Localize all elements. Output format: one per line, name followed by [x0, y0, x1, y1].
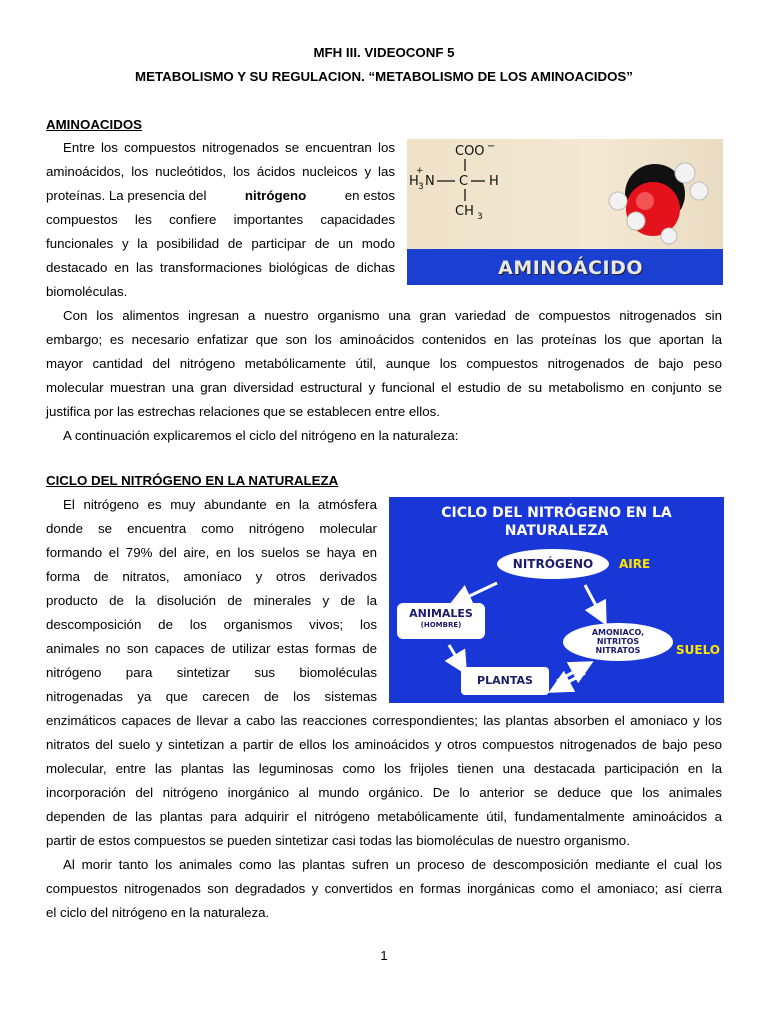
paragraph-line: mayor cantidad del nitrógeno metabólicamente útil, aunque los compuestos nitrogenados de bajo peso — [46, 356, 722, 371]
paragraph-line: molecular muestran una gran diversidad estructural y funcional el estudio de su metabolismo en conjunto se — [46, 380, 722, 395]
figure-title-line2: NATURALEZA — [504, 523, 609, 539]
svg-text:+: + — [416, 166, 424, 176]
node-suelo-compuestos — [563, 623, 673, 661]
paragraph-line: destacado en las transformaciones biológicas de dichas — [46, 260, 395, 275]
page-number: 1 — [380, 948, 388, 963]
node-nitrogeno: NITRÓGENO — [497, 549, 609, 579]
paragraph-line: Entre los compuestos nitrogenados se encuentran los — [63, 140, 395, 155]
svg-text:3: 3 — [477, 212, 483, 222]
formula-h: H — [489, 174, 499, 189]
paragraph-line: forma de nitratos, amoníaco y otros derivados — [46, 569, 377, 584]
svg-text:3: 3 — [418, 182, 424, 192]
paragraph-line: animales no son capaces de utilizar estas formas de — [46, 641, 377, 656]
aminoacid-figure — [407, 139, 723, 285]
formula-c: C — [459, 174, 469, 189]
formula-ch3: CH — [455, 204, 474, 219]
node-amoniaco: AMONIACO, — [591, 628, 645, 637]
paragraph-line: Al morir tanto los animales como las plantas sufren un proceso de descomposición mediante el cual los — [63, 857, 722, 872]
nitrogen-cycle-figure — [389, 497, 724, 703]
node-plantas: PLANTAS — [461, 667, 549, 695]
molecule-model-icon — [609, 163, 708, 244]
paragraph-line: embargo; es necesario enfatizar que son los aminoácidos contenidos en las proteínas los que aportan la — [46, 332, 722, 347]
section-heading-aminoacidos: AMINOACIDOS — [46, 117, 143, 132]
paragraph-line: molecular, entre las plantas las leguminosas como los frijoles tienen una destacada participación en la — [46, 761, 722, 776]
label-suelo: SUELO — [676, 643, 721, 657]
paragraph-line: donde se encuentra como nitrógeno molecular — [46, 521, 377, 536]
paragraph-line — [46, 188, 395, 204]
arrow-plantas-to-animales — [449, 645, 461, 665]
node-nitratos: NITRATOS — [595, 646, 641, 655]
node-nitritos: NITRITOS — [596, 637, 640, 646]
paragraph-line: dependen de las plantas para adquirir el nitrógeno metabólicamente útil, fundamentalmente aminoácidos a — [46, 809, 722, 824]
paragraph-line: partir de estos compuestos se pueden sintetizar casi todas las biomoléculas de nuestro organismo. — [46, 833, 630, 848]
paragraph-line: nitratos del suelo y sintetizan a partir de ellos los aminoácidos y otros compuestos nitrogenados de bajo peso — [46, 737, 722, 752]
node-animales-label: ANIMALES — [409, 607, 473, 620]
arrow-suelo-to-plantas — [559, 673, 585, 687]
paragraph-line: nitrogenadas ya que carecen de los sistemas — [46, 689, 377, 704]
paragraph-line: descomposición de los organismos vivos; los — [46, 617, 377, 632]
bold-term-nitrogeno: nitrógeno — [244, 188, 307, 203]
figure-caption: AMINOÁCIDO — [498, 257, 643, 279]
paragraph-line: compuestos les confiere importantes capacidades — [46, 212, 395, 227]
svg-text:N: N — [425, 174, 435, 189]
document-subtitle: METABOLISMO Y SU REGULACION. “METABOLISMO DE LOS AMINOACIDOS” — [135, 69, 633, 84]
figure-title-line1: CICLO DEL NITRÓGENO EN LA — [441, 505, 672, 521]
paragraph-line: El nitrógeno es muy abundante en la atmósfera — [63, 497, 377, 512]
paragraph-line: biomoléculas. — [46, 284, 128, 299]
paragraph-line: A continuación explicaremos el ciclo del nitrógeno en la naturaleza: — [63, 428, 459, 443]
paragraph-line: el ciclo del nitrógeno en la naturaleza. — [46, 905, 270, 920]
arrow-nitrogeno-to-suelo — [585, 585, 601, 615]
text-span: en estos — [344, 188, 395, 203]
cycle-arrows — [389, 497, 724, 703]
text-span: proteínas. La presencia del — [46, 188, 207, 203]
formula-h3n: H — [409, 174, 419, 189]
paragraph-line: compuestos nitrogenados son degradados y convertidos en formas inorgánicas como el amoniaco; así cierra — [46, 881, 722, 896]
node-hombre-label: (HOMBRE) — [420, 621, 462, 629]
paragraph-line: aminoácidos, los nucleótidos, los ácidos nucleicos y las — [46, 164, 395, 179]
formula-coo: COO — [455, 144, 485, 159]
section-heading-ciclo: CICLO DEL NITRÓGENO EN LA NATURALEZA — [46, 473, 339, 488]
paragraph-line: Con los alimentos ingresan a nuestro organismo una gran variedad de compuestos nitrogenados sin — [63, 308, 722, 323]
paragraph-line: nitrógeno para sintetizar sus biomoléculas — [46, 665, 377, 680]
node-animales — [397, 603, 485, 639]
paragraph-line: producto de la disolución de minerales y de la — [46, 593, 377, 608]
paragraph-line: funcionales y la posibilidad de participar de un modo — [46, 236, 395, 251]
paragraph-line: formando el 79% del aire, en los suelos se haya en — [46, 545, 377, 560]
svg-text:−: − — [487, 141, 496, 152]
paragraph-line: enzimáticos capaces de llevar a cabo las reacciones correspondientes; las plantas absorben el amoniaco y los — [46, 713, 722, 728]
document-title: MFH III. VIDEOCONF 5 — [313, 45, 455, 60]
paragraph-line: incorporación del nitrógeno inorgánico al mundo orgánico. De lo anterior se deduce que los animales — [46, 785, 722, 800]
label-aire: AIRE — [619, 557, 651, 571]
arrow-animales-to-nitrogeno — [459, 583, 497, 601]
arrow-plantas-to-suelo — [557, 667, 583, 681]
paragraph-line: justifica por las estrechas relaciones que se establecen entre ellos. — [46, 404, 440, 419]
aminoacid-structure-diagram — [407, 139, 723, 249]
